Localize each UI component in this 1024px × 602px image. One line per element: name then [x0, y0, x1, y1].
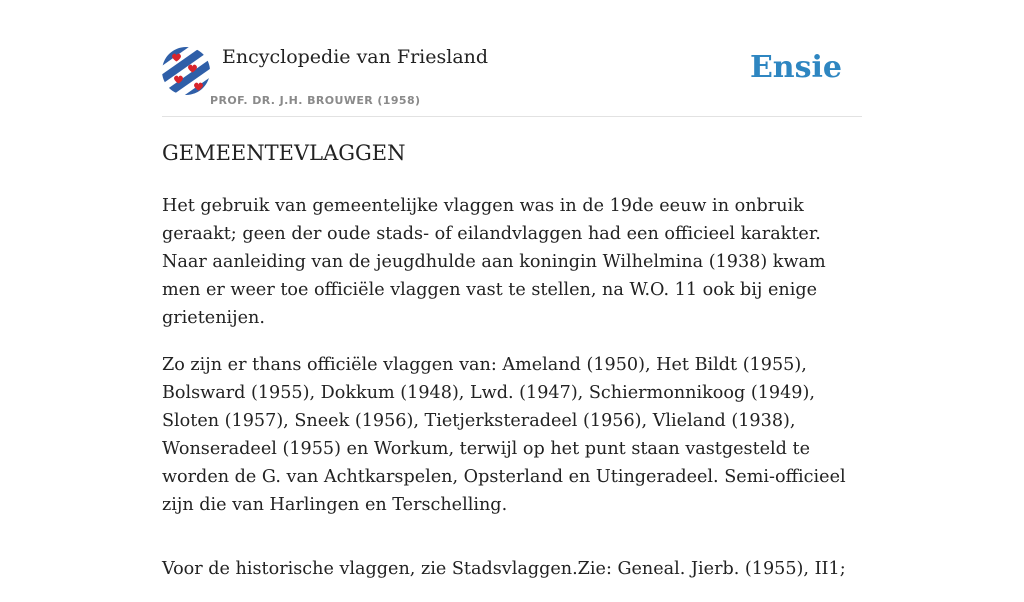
article-paragraph: Voor de historische vlaggen, zie Stadsvlaggen.Zie: Geneal. Jierb. (1955), II1;	[162, 559, 846, 579]
article-paragraph: Het gebruik van gemeentelijke vlaggen was in de 19de eeuw in onbruik geraakt; geen der oude stads- of eilandvlaggen had een officieel karakter. Naar aanleiding van de jeugdhulde aan koningin Wilhelmina (1938) kwam men er weer toe officiële vlaggen vast te stellen, na W.O. 11 ook bij enige grietenijen.	[162, 196, 826, 328]
article-body	[162, 192, 862, 602]
brand-logo[interactable]: Ensie	[749, 50, 842, 85]
article-paragraph: Zo zijn er thans officiële vlaggen van: Ameland (1950), Het Bildt (1955), Bolsward (1955), Dokkum (1948), Lwd. (1947), Schiermonnikoog (1949), Sloten (1957), Sneek (1956), Tietjerksteradeel (1956), Vlieland (1938), Wonseradeel (1955) en Workum, terwijl op het punt staan vastgesteld te worden de G. van Achtkarspelen, Opsterland en Utingeradeel. Semi-officieel zijn die van Harlingen en Terschelling.	[162, 355, 846, 515]
page	[162, 0, 862, 579]
frisian-flag-icon[interactable]	[162, 47, 210, 95]
site-subtitle: PROF. DR. J.H. BROUWER (1958)	[210, 94, 421, 107]
site-title[interactable]: Encyclopedie van Friesland	[222, 46, 489, 68]
article-title: GEMEENTEVLAGGEN	[162, 141, 406, 165]
site-header	[162, 0, 862, 117]
